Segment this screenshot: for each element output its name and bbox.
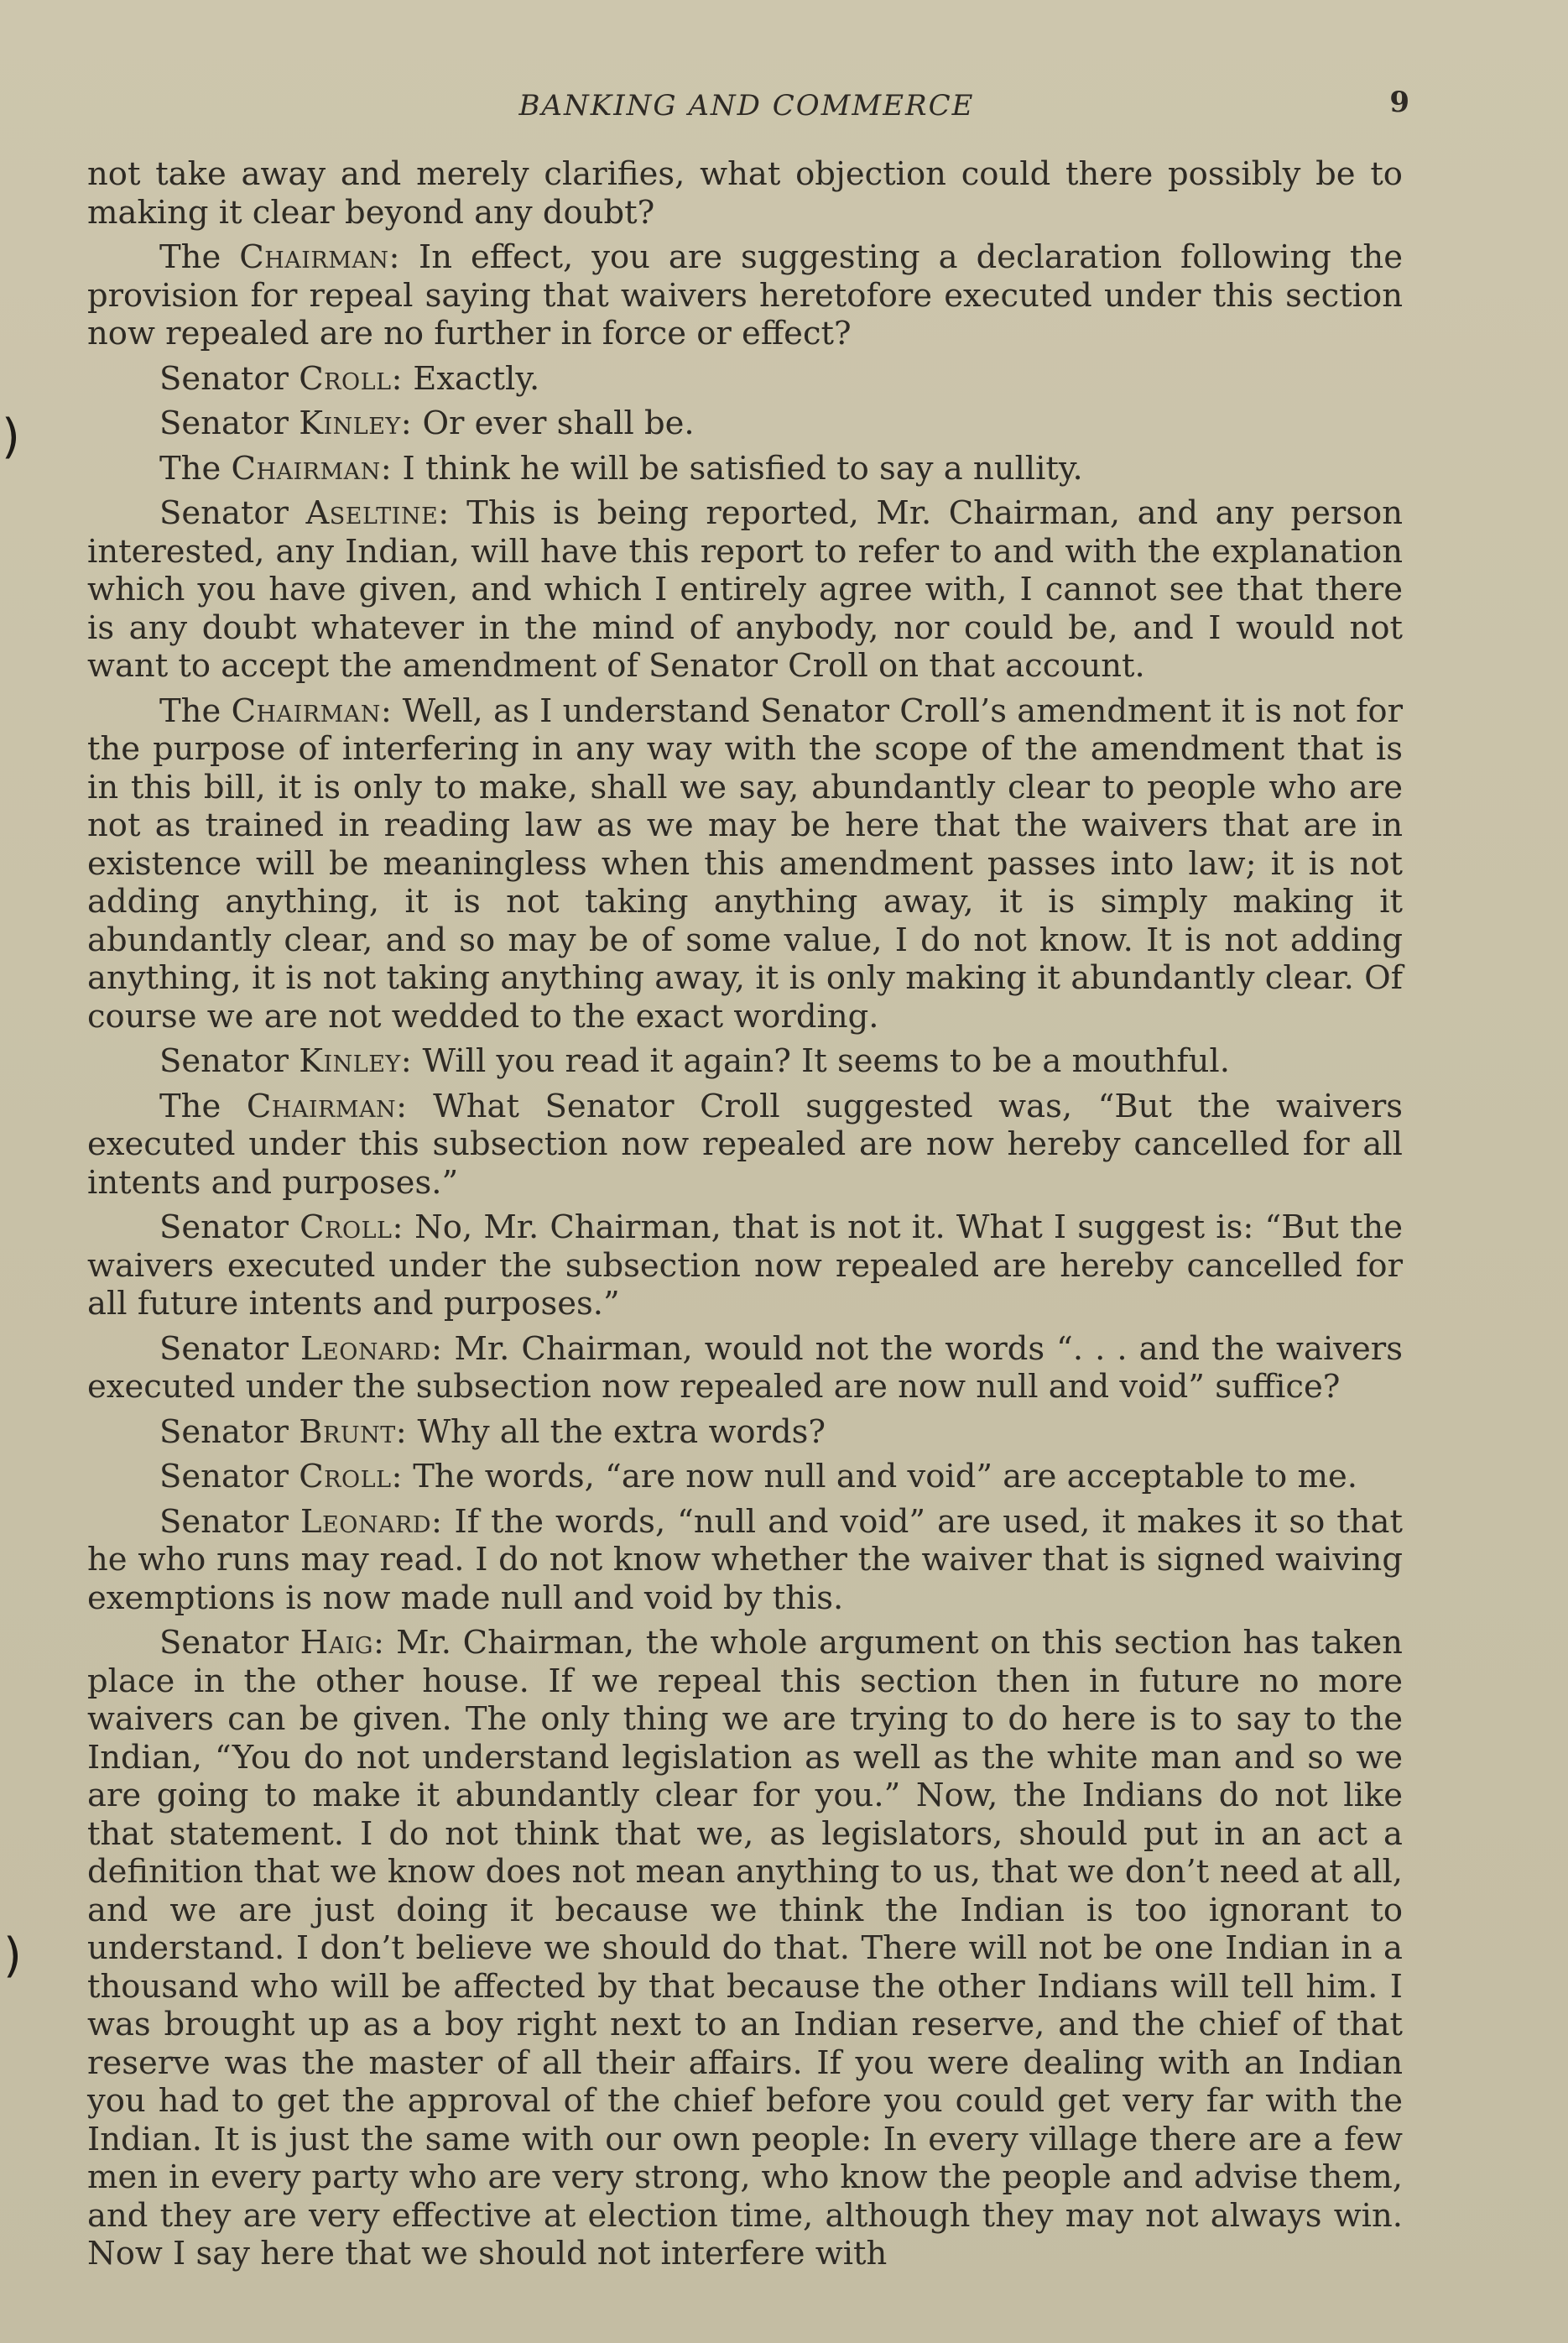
paragraph-text: If the words, “null and void” are used, it makes it so that he who runs may read. I do not know whether the waiver that is signed waiving exemptions is now made null and void by this.: [87, 1502, 1403, 1617]
speaker-name: Haig:: [300, 1624, 385, 1662]
speaker-prefix: Senator: [159, 1458, 289, 1495]
paragraph-text: Why all the extra words?: [417, 1412, 826, 1451]
paragraph: [87, 1413, 1403, 1452]
paragraph: [87, 155, 1403, 232]
speaker-name: Leonard:: [300, 1329, 443, 1368]
speaker-name: Chairman:: [231, 449, 393, 488]
page-header: [84, 84, 1409, 134]
speaker-prefix: Senator: [159, 1329, 289, 1368]
paragraph-text: Will you read it again? It seems to be a mouthful.: [422, 1042, 1230, 1080]
paragraph: [87, 1208, 1403, 1323]
paragraph-text: Or ever shall be.: [422, 404, 695, 442]
margin-mark-bottom: ): [3, 1928, 22, 1983]
paragraph-text: What Senator Croll suggested was, “But the waivers executed under this subsection now repealed are now hereby cancelled for all intents and purposes.”: [87, 1087, 1403, 1202]
paragraph-text: Well, as I understand Senator Croll’s amendment it is not for the purpose of interfering in any way with the scope of the amendment that is in this bill, it is only to make, shall we say, abundantly clear to people who are not as trained in reading law as we may be here that the waivers that are in existence will be meaningless when this amendment passes into law; it is not adding anything, it is not taking anything away, it is simply making it abundantly clear, and so may be of some value, I do not know. It is not adding anything, it is not taking anything away, it is only making it abundantly clear. Of course we are not wedded to the exact wording.: [87, 691, 1403, 1036]
speaker-name: Leonard:: [300, 1502, 443, 1541]
speaker-name: Kinley:: [299, 404, 413, 442]
paragraph-text: No, Mr. Chairman, that is not it. What I suggest is: “But the waivers executed under the subsection now repealed are hereby cancelled for all future intents and purposes.”: [87, 1208, 1403, 1323]
speaker-name: Chairman:: [239, 238, 401, 276]
speaker-prefix: Senator: [159, 1412, 289, 1451]
paragraph: [87, 1624, 1403, 2273]
paragraph: [87, 238, 1403, 353]
paragraph-text: The words, “are now null and void” are acceptable to me.: [413, 1458, 1357, 1495]
page-number: 9: [1389, 86, 1409, 119]
speaker-prefix: Senator: [159, 359, 289, 398]
paragraph-text: In effect, you are suggesting a declaration following the provision for repeal saying that waivers heretofore executed under this section now repealed are no further in force or effect?: [87, 238, 1403, 352]
speaker-prefix: The: [159, 691, 221, 730]
paragraph: [87, 1088, 1403, 1203]
paragraph: [87, 1042, 1403, 1081]
paragraph: [87, 692, 1403, 1036]
paragraph-text: Mr. Chairman, would not the words “. . . and the waivers executed under the subsection now repealed are now null and void” suffice?: [87, 1329, 1403, 1406]
page-body: [87, 155, 1403, 2280]
speaker-prefix: Senator: [159, 404, 289, 442]
paragraph: [87, 494, 1403, 686]
speaker-prefix: Senator: [159, 1208, 289, 1246]
speaker-name: Chairman:: [246, 1087, 408, 1125]
paragraph: [87, 404, 1403, 443]
paragraph: [87, 1458, 1403, 1496]
paragraph: [87, 1503, 1403, 1618]
speaker-name: Croll:: [299, 1458, 403, 1495]
paragraph-text: Mr. Chairman, the whole argument on this section has taken place in the other house. If we repeal this section then in future no more waivers can be given. The only thing we are trying to do here is to say to the Indian, “You do not understand legislation as well as the white man and so we are going to make it abundantly clear for you.” Now, the Indians do not like that statement. I do not think that we, as legislators, should put in an act a definition that we know does not mean anything to us, that we don’t need at all, and we are just doing it because we think the Indian is too ignorant to understand. I don’t believe we should do that. There will not be one Indian in a thousand who will be affected by that because the other Indians will tell him. I was brought up as a boy right next to an Indian reserve, and the chief of that reserve was the master of all their affairs. If you were dealing with an Indian you had to get the approval of the chief before you could get very far with the Indian. It is just the same with our own people: In every village there are a few men in every party who are very strong, who know the people and advise them, and they are very effective at election time, although they may not always win. Now I say here that we should not interfere with: [87, 1624, 1403, 2273]
speaker-prefix: Senator: [159, 1502, 289, 1541]
speaker-prefix: The: [159, 238, 221, 276]
speaker-name: Chairman:: [231, 691, 393, 730]
speaker-name: Croll:: [299, 359, 403, 398]
paragraph: [87, 360, 1403, 399]
running-title: BANKING AND COMMERCE: [518, 89, 975, 123]
paragraph-text: I think he will be satisfied to say a nullity.: [402, 449, 1083, 488]
speaker-prefix: Senator: [159, 494, 289, 532]
speaker-name: Aseltine:: [305, 494, 450, 532]
speaker-prefix: The: [159, 449, 221, 488]
paragraph-text: This is being reported, Mr. Chairman, and any person interested, any Indian, will have this report to refer to and with the explanation which you have given, and which I entirely agree with, I cannot see that there is any doubt whatever in the mind of anybody, nor could be, and I would not want to accept the amendment of Senator Croll on that account.: [87, 494, 1403, 685]
paragraph-text: Exactly.: [413, 359, 540, 398]
speaker-name: Brunt:: [299, 1412, 408, 1451]
speaker-prefix: Senator: [159, 1624, 289, 1662]
margin-mark-top: ): [2, 410, 20, 464]
paragraph: [87, 450, 1403, 488]
speaker-prefix: The: [159, 1087, 221, 1125]
speaker-name: Kinley:: [299, 1042, 413, 1080]
speaker-prefix: Senator: [159, 1042, 289, 1080]
paragraph: [87, 1330, 1403, 1406]
paragraph-text: not take away and merely clarifies, what objection could there possibly be to making it clear beyond any doubt?: [87, 155, 1403, 232]
speaker-name: Croll:: [300, 1208, 404, 1246]
